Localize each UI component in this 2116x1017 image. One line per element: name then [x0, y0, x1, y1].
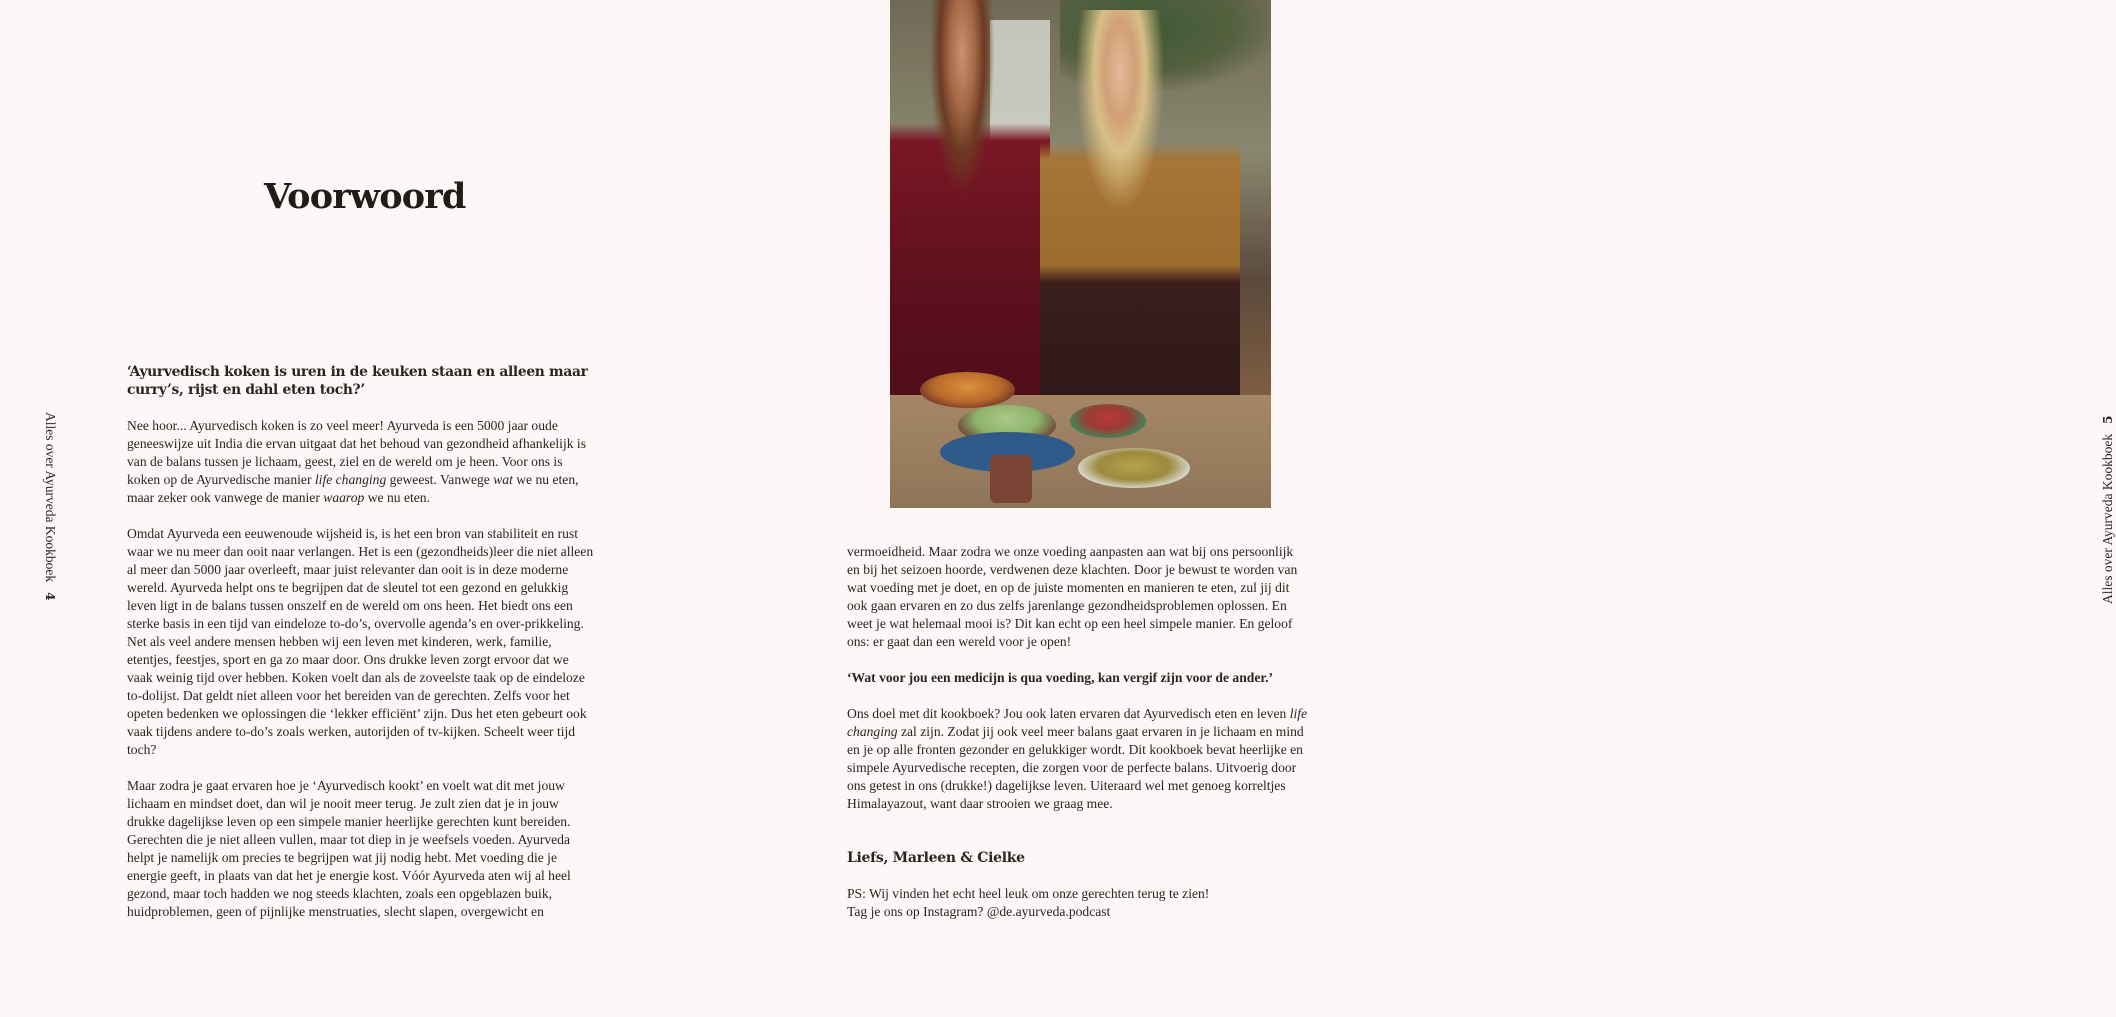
lede-question: ‘Ayurvedisch koken is uren in de keuken staan en alleen maar curry’s, rijst en dahl eten toch?’: [127, 364, 588, 398]
left-page: [0, 0, 720, 1017]
paragraph-goal: [847, 705, 1309, 813]
ps-line-2: Tag je ons op Instagram? @de.ayurveda.podcast: [847, 904, 1111, 919]
paragraph-continued: vermoeidheid. Maar zodra we onze voeding aanpasten aan wat bij ons persoonlijk en bij het seizoen hoorde, verdwenen deze klachten. Door je bewust te worden van wat voeding met je doet, en op de juiste momenten en manieren te eten, zul jij dit ook gaan ervaren en zo dus zelfs jarenlange gezondheidsproblemen oplossen. En weet je wat helemaal mooi is? Dit kan echt op een heel simpele manier. En geloof ons: er gaat dan een wereld voor je open!: [847, 544, 1298, 649]
text-run: Nee hoor... Ayurvedisch koken is zo veel meer! Ayurveda is een 5000 jaar oude geneeswijze uit India die ervan uitgaat dat het behoud van gezondheid afhankelijk is van de balans tussen je lichaam, geest, ziel en de wereld om je heen. Voor ons is koken op de Ayurvedische manier: [127, 418, 587, 487]
running-head-right: [2100, 416, 2116, 604]
running-head-label: Alles over Ayurveda Kookboek: [43, 412, 58, 583]
emphasis: life changing: [847, 706, 1308, 739]
paragraph-2: Omdat Ayurveda een eeuwenoude wijsheid is, is het een bron van stabiliteit en rust waar we nu meer dan ooit naar verlangen. Het is een (gezondheids)leer die niet alleen al meer dan 5000 jaar overleeft, maar juist relevanter dan ooit is in deze moderne wereld. Ayurveda helpt ons te begrijpen dat de sleutel tot een gezond en gelukkig leven ligt in de balans tussen onszelf en de wereld om ons heen. Het biedt ons een sterke basis in een tijd van eindeloze to-do’s, overvolle agenda’s en over-prikkeling. Net als veel andere mensen hebben wij een leven met kinderen, werk, familie, etentjes, feestjes, sport en ga zo maar door. Ons drukke leven zorgt ervoor dat we vaak weinig tijd over hebben. Koken voelt dan als de zoveelste taak op de eindeloze to-dolijst. Dat geldt niet alleen voor het bereiden van de gerechten. Zelfs voor het opeten bedenken we oplossingen die ‘lekker efficiënt’ zijn. Dus het eten gebeurt ook vaak tijdens andere to-do’s zoals werken, autorijden of tv-kijken. Scheelt weer tijd toch?: [127, 526, 594, 757]
text-run: we nu eten, maar zeker ook vanwege de manier: [127, 472, 579, 505]
running-head-left: [42, 412, 58, 600]
authors-photo: [890, 0, 1271, 508]
text-run: zal zijn. Zodat jij ook veel meer balans gaat ervaren in je lichaam en mind en je op alle fronten gezonder en gelukkiger wordt. Dit kookboek bevat heerlijke en simpele Ayurvedische recepten, die zorgen voor de perfecte balans. Uitvoerig door ons getest in ons (drukke!) dagelijkse leven. Uiteraard wel met genoeg korreltjes Himalayazout, want daar strooien we graag mee.: [847, 724, 1304, 811]
ps-line-1: PS: Wij vinden het echt heel leuk om onze gerechten terug te zien!: [847, 886, 1210, 901]
text-run: Ons doel met dit kookboek? Jou ook laten ervaren dat Ayurvedisch eten en leven: [847, 706, 1290, 721]
photo-plate-fritters: [1078, 448, 1190, 488]
signoff: Liefs, Marleen & Cielke: [847, 850, 1025, 866]
left-text-column: [127, 363, 597, 939]
page-number: 4: [43, 592, 57, 601]
page-title: Voorwoord: [264, 176, 466, 217]
text-run: geweest. Vanwege: [386, 472, 494, 487]
emphasis: life changing: [314, 472, 387, 487]
emphasis: wat: [493, 472, 513, 487]
right-page: [720, 0, 2115, 1017]
running-head-label: Alles over Ayurveda Kookboek: [2100, 433, 2115, 604]
postscript: [847, 885, 1309, 921]
photo-bowl-curry: [920, 372, 1015, 408]
text-run: we nu eten.: [364, 490, 430, 505]
photo-cup: [990, 455, 1032, 503]
paragraph-1: [127, 417, 597, 507]
right-text-column: [847, 543, 1309, 921]
pull-quote: ‘Wat voor jou een medicijn is qua voeding, kan vergif zijn voor de ander.’: [847, 670, 1274, 685]
photo-bowl-tomato: [1070, 404, 1146, 438]
photo-person-right: [1040, 10, 1240, 450]
paragraph-3: Maar zodra je gaat ervaren hoe je ‘Ayurvedisch kookt’ en voelt wat dit met jouw lichaam en mindset doet, dan wil je nooit meer terug. Je zult zien dat je in jouw drukke dagelijkse leven op een simpele manier heerlijke gerechten kunt bereiden. Gerechten die je niet alleen vullen, maar tot diep in je weefsels voeden. Ayurveda helpt je namelijk om precies te begrijpen wat jij nodig hebt. Met voeding die je energie geeft, in plaats van dat het je energie kost. Vóór Ayurveda aten wij al heel gezond, maar toch hadden we nog steeds klachten, zoals een opgeblazen buik, huidproblemen, geen of pijnlijke menstruaties, slecht slapen, overgewicht en: [127, 778, 571, 919]
emphasis: waarop: [323, 490, 365, 505]
page-number: 5: [2101, 415, 2115, 424]
